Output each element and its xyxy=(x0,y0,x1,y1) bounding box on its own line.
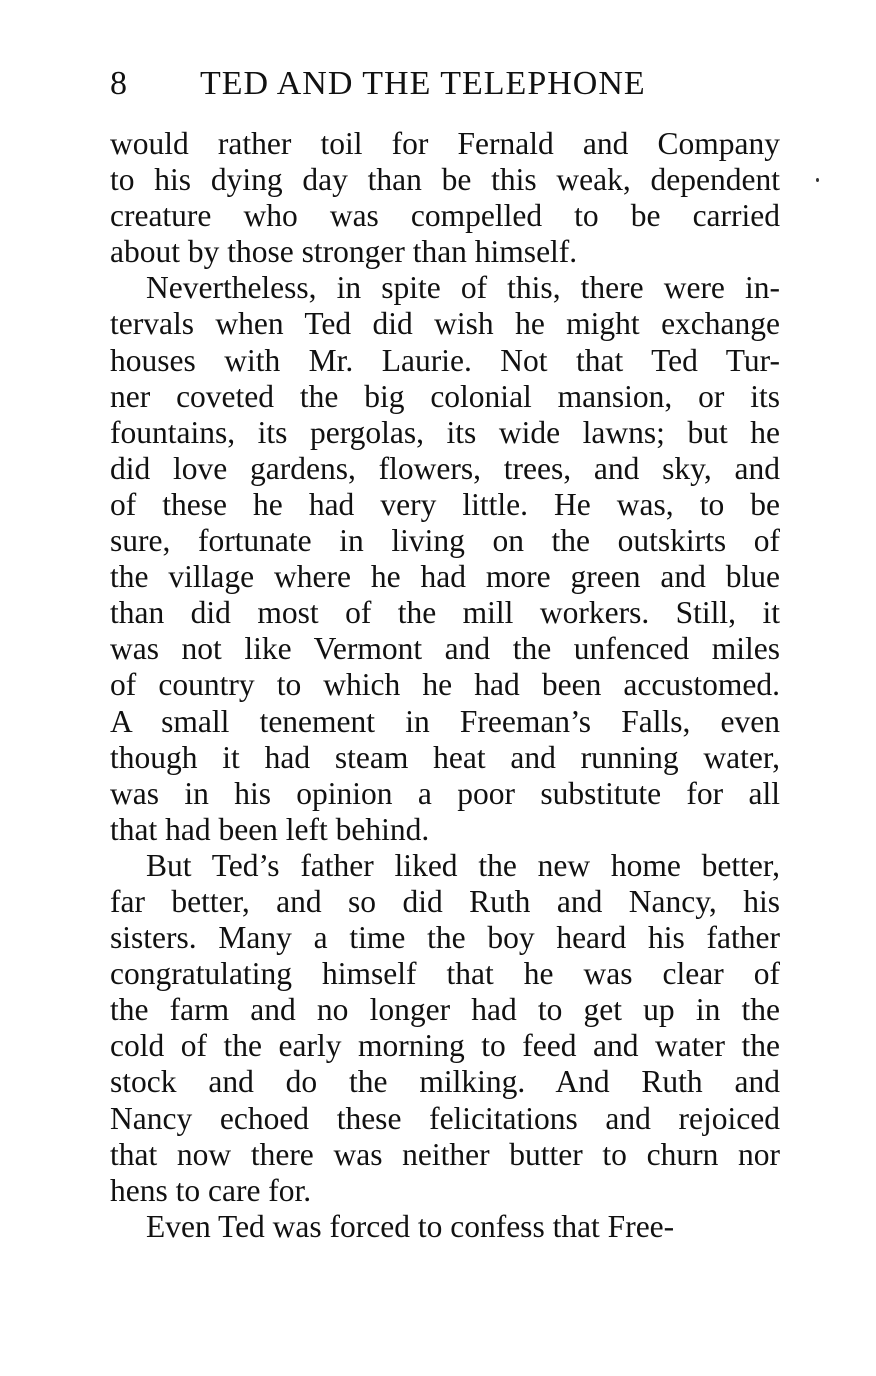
text-line: that now there was neither butter to churn nor xyxy=(110,1136,780,1172)
ink-speck xyxy=(816,178,819,182)
text-line: fountains, its pergolas, its wide lawns; but he xyxy=(110,414,780,450)
text-line: about by those stronger than himself. xyxy=(110,234,578,270)
page-number: 8 xyxy=(110,65,128,102)
text-line: of country to which he had been accustomed. xyxy=(110,667,780,703)
text-line: A small tenement in Freeman’s Falls, even xyxy=(110,703,780,739)
text-line: Nancy echoed these felicitations and rejoiced xyxy=(110,1100,780,1136)
text-line: would rather toil for Fernald and Company xyxy=(110,126,780,161)
text-line: ner coveted the big colonial mansion, or its xyxy=(110,378,780,414)
text-line: sure, fortunate in living on the outskirts of xyxy=(110,523,780,559)
body-text xyxy=(110,126,780,1245)
text-line: that had been left behind. xyxy=(110,811,430,847)
text-line: though it had steam heat and running water, xyxy=(110,739,780,775)
text-line: hens to care for. xyxy=(110,1172,312,1208)
text-line: sisters. Many a time the boy heard his father xyxy=(110,920,780,956)
text-line: the farm and no longer had to get up in the xyxy=(110,992,780,1028)
text-line: of these he had very little. He was, to be xyxy=(110,486,780,522)
text-line: stock and do the milking. And Ruth and xyxy=(110,1064,780,1100)
text-line: the village where he had more green and blue xyxy=(110,559,780,595)
text-line: tervals when Ted did wish he might exchange xyxy=(110,306,780,342)
running-head xyxy=(110,60,790,108)
text-line: was in his opinion a poor substitute for all xyxy=(110,775,780,811)
text-line: Nevertheless, in spite of this, there were in- xyxy=(146,270,780,306)
text-line: far better, and so did Ruth and Nancy, his xyxy=(110,883,780,919)
text-line: houses with Mr. Laurie. Not that Ted Tur- xyxy=(110,342,780,378)
text-line: But Ted’s father liked the new home better, xyxy=(146,847,780,883)
running-title: TED AND THE TELEPHONE xyxy=(200,65,646,102)
text-line: did love gardens, flowers, trees, and sky, and xyxy=(110,450,780,486)
text-line: Even Ted was forced to confess that Free- xyxy=(146,1208,675,1244)
text-line: cold of the early morning to feed and water the xyxy=(110,1028,780,1064)
text-line: than did most of the mill workers. Still, it xyxy=(110,595,780,631)
text-line: congratulating himself that he was clear of xyxy=(110,956,780,992)
text-line: to his dying day than be this weak, dependent xyxy=(110,162,780,198)
text-line: was not like Vermont and the unfenced miles xyxy=(110,631,780,667)
text-line: creature who was compelled to be carried xyxy=(110,198,780,234)
